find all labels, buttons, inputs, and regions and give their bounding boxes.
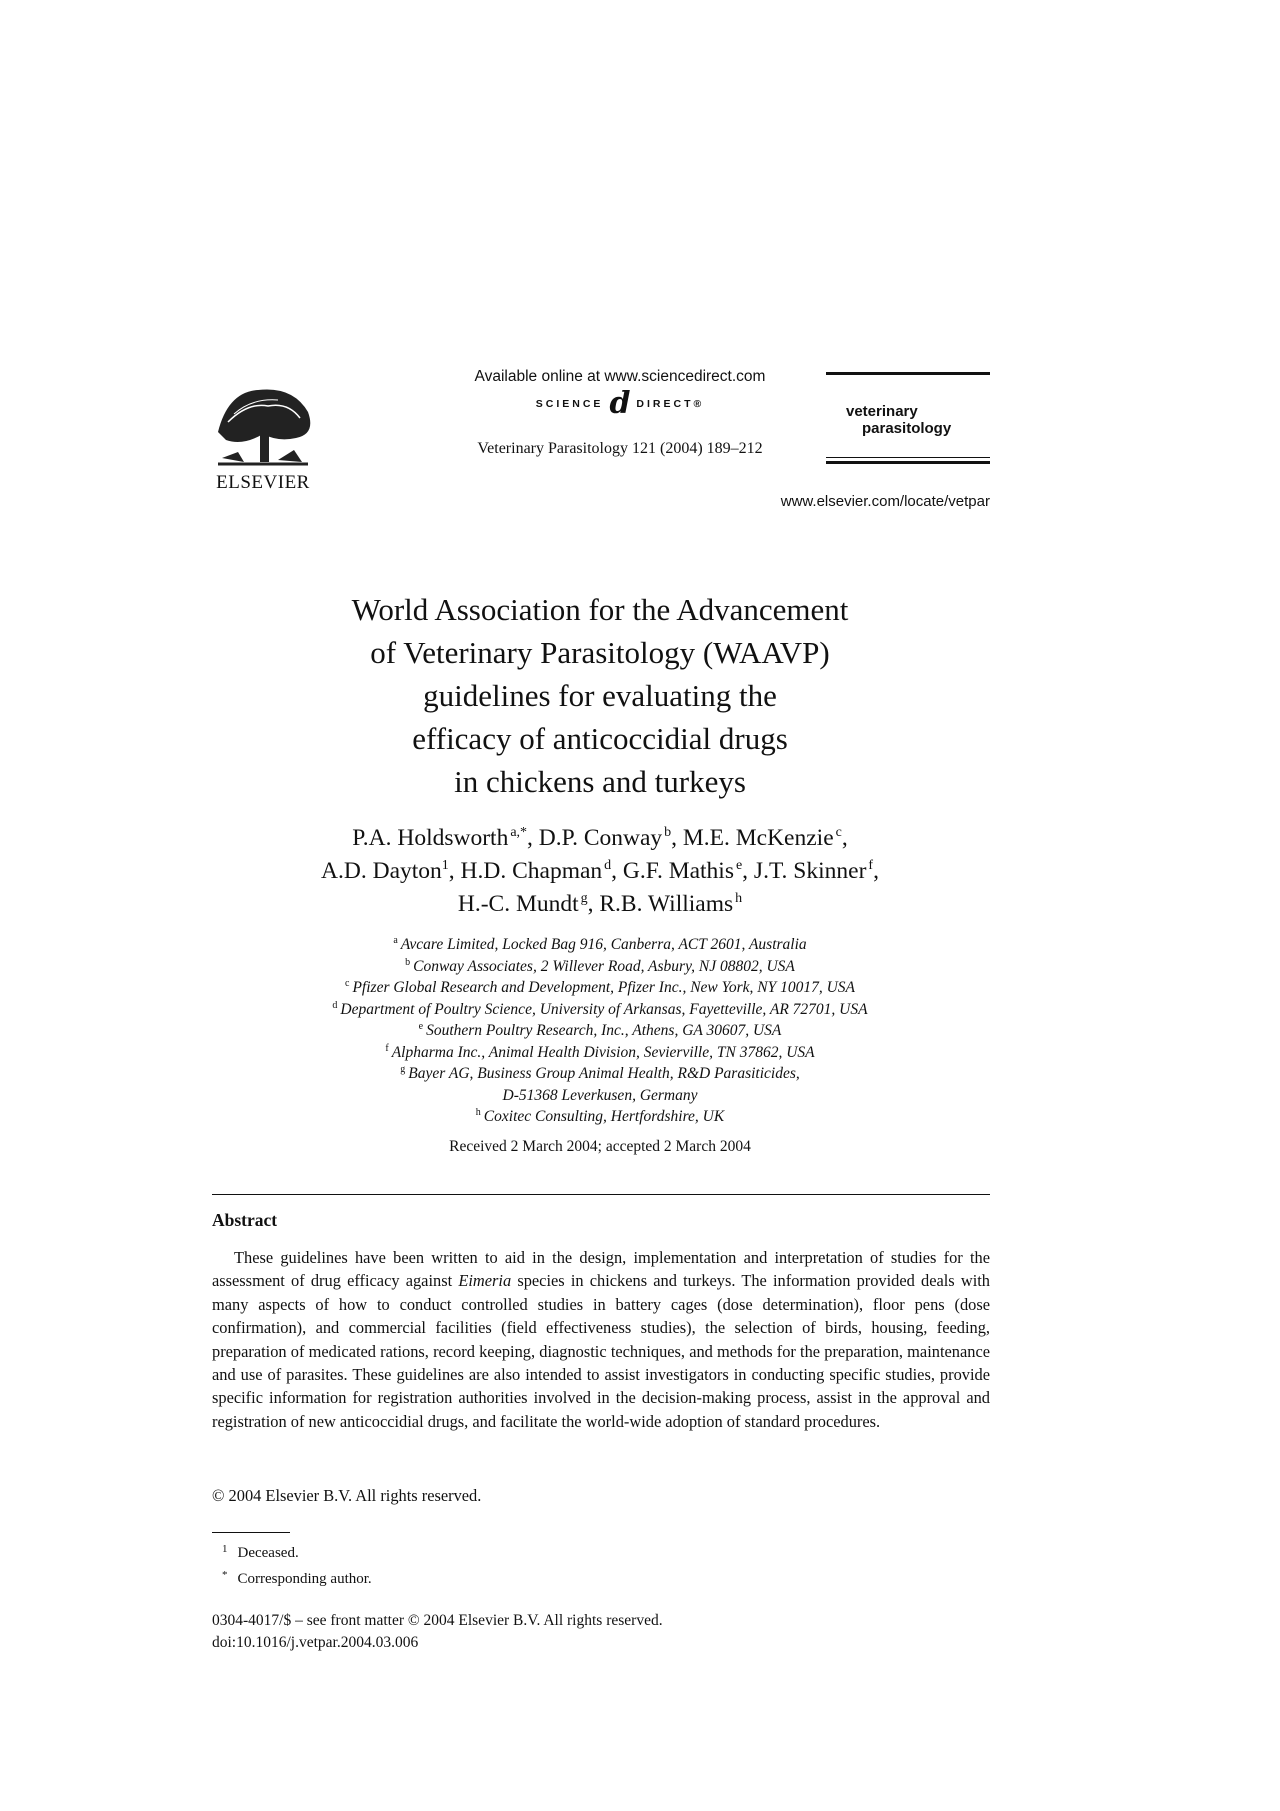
author-name: P.A. Holdsworth: [352, 825, 509, 851]
abstract-copyright: © 2004 Elsevier B.V. All rights reserved.: [212, 1486, 482, 1505]
abstract-body: These guidelines have been written to aid in the design, implementation and interpretation of studies for the assessment of drug efficacy against Eimeria species in chickens and turkeys. The information provided deals with many aspects of how to conduct controlled studies in battery cages (dose determination), floor pens (dose confirmation), and commercial facilities (field effectiveness studies), the selection of birds, housing, feeding, preparation of medicated rations, record keeping, diagnostic techniques, and methods for the preparation, maintenance and use of parasites. These guidelines are also intended to assist investigators in conducting specific studies, provide specific information for registration authorities involved in the decision-making process, assist in the approval and registration of new anticoccidial drugs, and facilitate the world-wide adoption of standard procedures.: [212, 1248, 990, 1431]
author-name: G.F. Mathis: [622, 858, 734, 884]
title-line: guidelines for evaluating the: [423, 678, 777, 713]
footnote-divider: [212, 1532, 290, 1533]
author-affil-mark: g: [580, 891, 588, 906]
affiliation-mark: f: [385, 1042, 389, 1054]
author-name: J.T. Skinner: [753, 858, 867, 884]
issn-line: 0304-4017/$ – see front matter © 2004 Elsevier B.V. All rights reserved.: [212, 1612, 663, 1629]
sciencedirect-logo: [380, 386, 860, 421]
journal-header-center: [380, 368, 860, 458]
front-matter: [212, 1610, 663, 1654]
affiliation-mark: c: [345, 978, 350, 989]
affiliation: $^h$ Coxitec Consulting, Hertfordshire, UK: [475, 1107, 725, 1125]
abstract-divider: [212, 1194, 990, 1195]
affiliation: $^g$ Bayer AG, Business Group Animal Health, R&D Parasiticides,: [400, 1064, 800, 1082]
title-line: in chickens and turkeys: [454, 764, 746, 799]
journal-logo: [826, 372, 990, 464]
affiliation: $^e$ Southern Poultry Research, Inc., Athens, GA 30607, USA: [418, 1021, 782, 1039]
affiliation-mark: e: [418, 1021, 424, 1032]
affiliation: $^a$ Avcare Limited, Locked Bag 916, Canberra, ACT 2601, Australia: [393, 935, 807, 953]
sciencedirect-d-mark: d: [609, 386, 631, 421]
title-line: efficacy of anticoccidial drugs: [412, 721, 788, 756]
affiliation-list: [200, 934, 1000, 1128]
footnote: $^1$ Deceased.: [222, 1543, 299, 1561]
author-name: M.E. McKenzie: [682, 825, 834, 851]
affiliation-mark: g: [400, 1064, 406, 1075]
affiliation-mark: b: [405, 956, 411, 968]
author-affil-mark: e: [735, 858, 743, 873]
author-affil-mark: c: [835, 825, 842, 840]
author-name: H.D. Chapman: [460, 858, 603, 884]
received-dates: Received 2 March 2004; accepted 2 March 2004: [449, 1138, 751, 1155]
author-list: P.A. Holdsworth $^{a,*}$, D.P. Conway $^b$, M.E. McKenzie $^c$, A.D. Dayton$^1$, H.D. Chapman $^d$, G.F. Mathis $^e$, J.T. Skinner $^f$, H.-C. Mundt $^g$, R.B. Williams $^h$: [321, 825, 879, 917]
journal-url: www.elsevier.com/locate/vetpar: [780, 493, 990, 510]
publisher-name: ELSEVIER: [216, 472, 310, 493]
abstract-heading: Abstract: [212, 1210, 278, 1230]
publisher-logo: [208, 372, 318, 492]
available-online: Available online at www.sciencedirect.com: [474, 368, 766, 385]
author-name: D.P. Conway: [538, 825, 663, 851]
affiliation: $^f$ Alpharma Inc., Animal Health Division, Sevierville, TN 37862, USA: [385, 1042, 815, 1061]
affiliation-continued: D-51368 Leverkusen, Germany: [502, 1086, 698, 1104]
journal-name: [846, 403, 990, 437]
author-name: R.B. Williams: [599, 891, 734, 917]
affiliation-mark: d: [332, 999, 338, 1011]
title-line: of Veterinary Parasitology (WAAVP): [370, 635, 830, 670]
sciencedirect-left: SCIENCE: [535, 398, 604, 410]
author-affil-mark: d: [604, 858, 612, 873]
journal-name-line1: veterinary: [846, 403, 918, 420]
author-affil-mark: f: [868, 858, 874, 873]
sciencedirect-right: DIRECT®: [636, 398, 705, 410]
author-affil-mark: a,*: [510, 825, 528, 840]
affiliation-mark: a: [393, 935, 398, 946]
doi-line: doi:10.1016/j.vetpar.2004.03.006: [212, 1634, 419, 1651]
footnote-mark: 1: [222, 1543, 228, 1555]
author-affil-mark: 1: [441, 858, 449, 873]
author-affil-mark: b: [664, 825, 672, 840]
journal-rules-bottom: [826, 457, 990, 464]
abstract-italic-term: Eimeria: [458, 1271, 512, 1291]
author-name: H.-C. Mundt: [457, 891, 579, 917]
footnote-mark: *: [222, 1569, 228, 1581]
journal-rule-top: [826, 372, 990, 375]
paper-title: [200, 588, 1000, 803]
author-affil-mark: h: [735, 891, 743, 906]
affiliation-mark: h: [475, 1107, 481, 1118]
author-name: A.D. Dayton: [321, 858, 442, 884]
footnote: * Corresponding author.: [222, 1569, 372, 1587]
affiliation: $^c$ Pfizer Global Research and Development, Pfizer Inc., New York, NY 10017, USA: [345, 978, 855, 996]
affiliation: $^d$ Department of Poultry Science, University of Arkansas, Fayetteville, AR 72701, USA: [332, 999, 868, 1018]
affiliation: $^b$ Conway Associates, 2 Willever Road, Asbury, NJ 08802, USA: [405, 956, 795, 975]
footnotes: [222, 1538, 372, 1590]
journal-name-line2: parasitology: [862, 420, 952, 437]
elsevier-tree-icon: [208, 372, 318, 470]
title-line: World Association for the Advancement: [351, 592, 849, 627]
journal-citation: Veterinary Parasitology 121 (2004) 189–212: [477, 440, 763, 457]
